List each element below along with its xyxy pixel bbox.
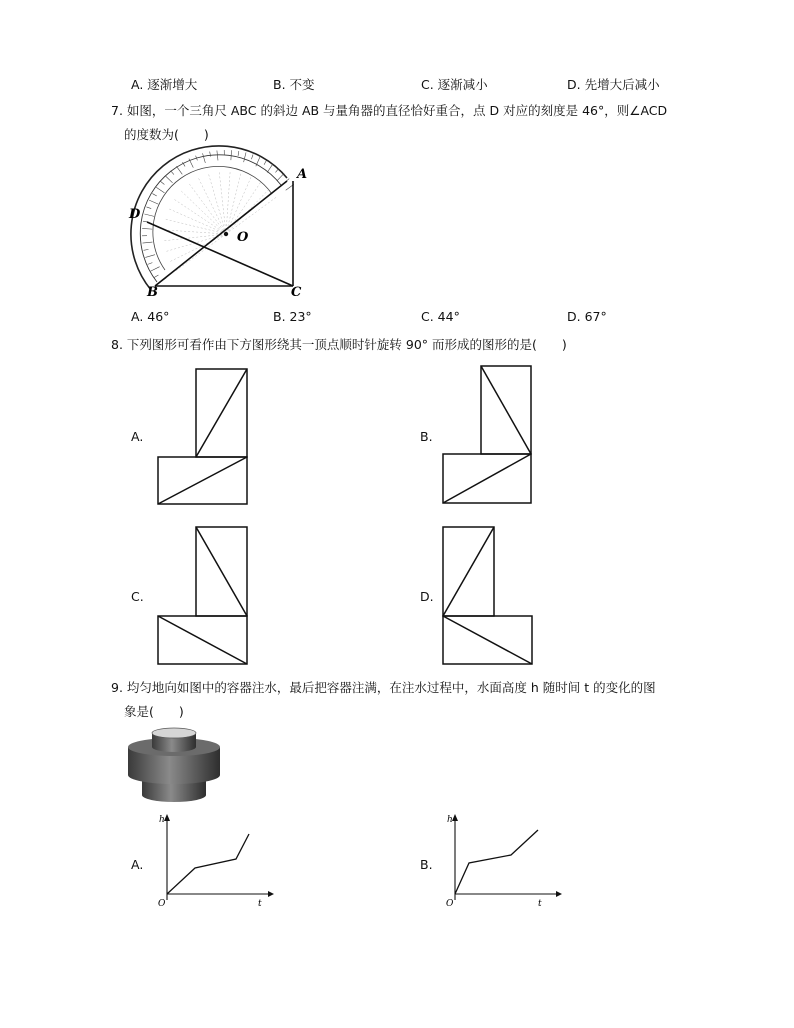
protractor-tick — [210, 152, 211, 157]
q8-option-b-label[interactable]: B. — [420, 429, 433, 444]
protractor-tick — [146, 207, 151, 209]
protractor-ray — [226, 177, 251, 234]
q9-stem-line1: 9. 均匀地向如图中的容器注水，最后把容器注满，在注水过程中，水面高度 h 随时间 t 的变化的图 — [111, 680, 656, 695]
protractor-tick — [267, 164, 273, 172]
protractor-tick — [144, 249, 149, 250]
protractor-ray — [166, 219, 226, 234]
q6-option-b[interactable]: B. 不变 — [273, 77, 315, 92]
protractor-tick — [156, 187, 164, 193]
protractor-ray — [226, 172, 230, 234]
protractor-tick — [154, 275, 158, 278]
label-d: D — [129, 207, 141, 222]
protractor-tick — [145, 255, 155, 258]
protractor-ray — [174, 200, 226, 234]
protractor-tick — [161, 181, 165, 184]
protractor-tick — [275, 169, 278, 173]
graph-b-t-label: t — [538, 899, 542, 909]
label-o: O — [237, 230, 249, 245]
graph-a-t-label: t — [258, 899, 262, 909]
q8-option-d-label[interactable]: D. — [420, 589, 434, 604]
protractor-tick — [151, 267, 160, 271]
protractor-ray — [226, 174, 241, 234]
q8-figure-c — [157, 527, 249, 667]
protractor — [131, 146, 294, 290]
protractor-ray — [181, 191, 226, 234]
protractor-ray — [219, 172, 226, 234]
protractor-tick — [217, 150, 218, 160]
label-a: A — [297, 167, 308, 182]
q8-figure-d — [442, 527, 534, 667]
q7-stem-line1: 7. 如图，一个三角尺 ABC 的斜边 AB 与量角器的直径恰好重合，点 D 对应的刻度是 46°，则∠ACD — [111, 103, 668, 118]
q7-option-d[interactable]: D. 67° — [567, 309, 607, 324]
q8-option-c-label[interactable]: C. — [131, 589, 144, 604]
protractor-tick — [142, 228, 152, 229]
protractor-tick — [251, 154, 253, 159]
q7-option-c[interactable]: C. 44° — [421, 309, 460, 324]
protractor-tick — [152, 194, 156, 196]
protractor-ray — [176, 234, 226, 271]
protractor-ray — [169, 209, 226, 234]
q7-option-a[interactable]: A. 46° — [131, 309, 170, 324]
graph-a-h-label: h — [159, 815, 165, 825]
protractor-tick — [144, 214, 154, 216]
protractor-tick — [148, 263, 153, 265]
q9-graph-a — [150, 812, 275, 910]
label-b: B — [147, 285, 158, 300]
protractor-tick — [244, 152, 246, 162]
q9-stem-line2: 象是( ) — [124, 704, 184, 719]
protractor-tick — [142, 242, 152, 243]
protractor-tick — [203, 153, 206, 163]
q9-option-a-label[interactable]: A. — [131, 857, 144, 872]
q8-figure-a — [157, 369, 249, 507]
q9-graph-b — [438, 812, 563, 910]
q7-protractor-figure — [125, 148, 325, 298]
protractor-tick — [165, 176, 172, 183]
protractor-tick — [171, 171, 174, 175]
protractor-tick — [238, 151, 239, 156]
protractor-tick — [149, 200, 158, 204]
protractor-tick — [277, 173, 284, 180]
q6-option-a[interactable]: A. 逐渐增大 — [131, 77, 198, 92]
protractor-tick — [231, 150, 232, 160]
point-o — [224, 232, 228, 236]
q7-option-b[interactable]: B. 23° — [273, 309, 312, 324]
q8-option-a-label[interactable]: A. — [131, 429, 144, 444]
segment-dc — [147, 222, 293, 286]
q9-container-figure — [126, 727, 222, 803]
graph-b-h-label: h — [447, 815, 453, 825]
q7-stem-line2: 的度数为( ) — [124, 127, 209, 142]
q6-option-c[interactable]: C. 逐渐减小 — [421, 77, 488, 92]
graph-a-o-label: O — [158, 899, 166, 909]
protractor-tick — [176, 166, 182, 174]
q9-option-b-label[interactable]: B. — [420, 857, 433, 872]
label-c: C — [291, 285, 302, 300]
q8-figure-b — [442, 366, 534, 506]
graph-b-o-label: O — [446, 899, 454, 909]
q8-stem: 8. 下列图形可看作由下方图形绕其一顶点顺时针旋转 90° 而形成的图形的是( ) — [111, 337, 567, 352]
protractor-tick — [264, 160, 266, 164]
q6-option-d[interactable]: D. 先增大后减小 — [567, 77, 660, 92]
